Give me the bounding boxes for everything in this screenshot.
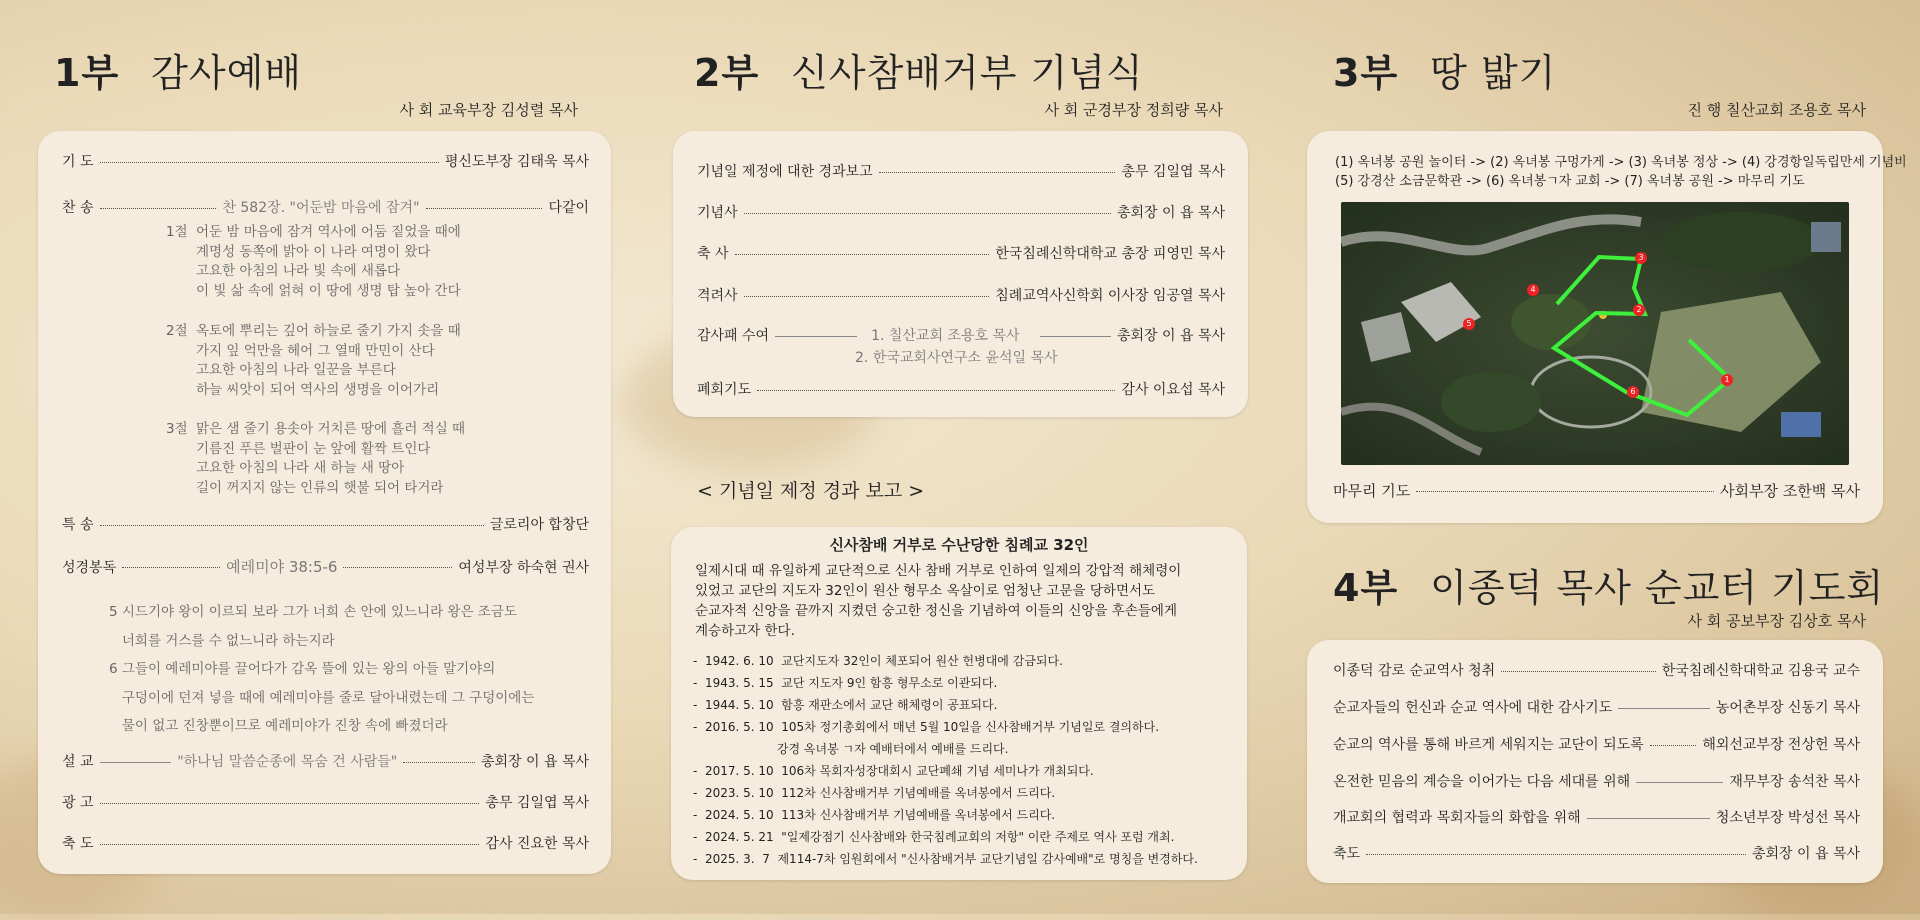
sermon-value: 총회장 이 욥 목사 <box>480 754 590 770</box>
part1-heading <box>54 42 302 97</box>
part4-card <box>1307 640 1883 883</box>
program-row <box>697 243 1225 263</box>
map-marker-1: 1 <box>1721 374 1733 386</box>
hymn-value: 다같이 <box>548 200 590 216</box>
satellite-map-image <box>1341 202 1849 465</box>
blessing-row <box>62 833 589 853</box>
reading-row <box>62 556 589 577</box>
map-marker-3: 3 <box>1635 252 1647 264</box>
part1-title: 감사예배 <box>151 51 302 95</box>
part2-card <box>673 131 1248 417</box>
timeline-entry: - 1942. 6. 10 교단지도자 32인이 체포되어 원산 헌병대에 감금되다. <box>693 654 1063 668</box>
prayer-item-row <box>1333 843 1860 863</box>
timeline-entry: - 2024. 5. 21 "일제강점기 신사참배와 한국침례교회의 저항" 이란 주제로 역사 포럼 개최. <box>693 830 1175 844</box>
timeline-entry: - 1943. 5. 15 교단 지도자 9인 함흥 형무소로 이관되다. <box>693 676 998 690</box>
part1-number: 1부 <box>54 51 120 95</box>
timeline-entry: - 2024. 5. 10 113차 신사참배거부 기념예배를 옥녀봉에서 드리다. <box>693 808 1056 822</box>
prayer-item-label: 온전한 믿음의 계승을 이어가는 다음 세대를 위해 <box>1333 774 1631 790</box>
award-recipient-2: 2. 한국교회사연구소 윤석일 목사 <box>855 350 1058 366</box>
verse-3-lines: 맑은 샘 줄기 용솟아 거치른 땅에 흘러 적실 때 기름진 푸른 벌판이 눈 앞에 활짝 트인다 고요한 아침의 나라 새 하늘 새 땅아 길이 꺼지지 않는 인류의 햇불 되어 타거라 <box>196 421 466 496</box>
verse-1-lines: 어둔 밤 마음에 잠겨 역사에 어둠 짙었을 때에 계명성 동쪽에 밝아 이 나라 여명이 왔다 고요한 아침의 나라 빛 속에 새롭다 이 빛 삶 속에 얽혀 이 땅에 생명 탑 높아 간다 <box>196 224 461 299</box>
timeline-entry: - 2023. 5. 10 112차 신사참배거부 기념예배를 옥녀봉에서 드리다. <box>693 786 1056 800</box>
special-song-label: 특 송 <box>62 517 94 533</box>
prayer-item-row <box>1333 697 1860 717</box>
program-value: 총회장 이 욥 목사 <box>1116 205 1225 221</box>
prayer-item-label: 이종덕 감로 순교역사 청취 <box>1333 663 1496 679</box>
part3-host: 진 행 칠산교회 조용호 목사 <box>1687 101 1866 119</box>
program-label: 기념일 제정에 대한 경과보고 <box>697 164 873 180</box>
notice-value: 총무 김일엽 목사 <box>485 795 589 811</box>
prayer-item-value: 농어촌부장 신동기 목사 <box>1715 700 1860 716</box>
report-title: 신사참배 거부로 수난당한 침례교 32인 <box>829 536 1089 554</box>
part2-number: 2부 <box>694 51 760 95</box>
reading-value: 여성부장 하숙현 권사 <box>458 559 589 576</box>
sermon-title: "하나님 말씀순종에 목숨 건 사람들" <box>177 754 398 770</box>
part4-host: 사 회 공보부장 김상호 목사 <box>1687 612 1866 630</box>
route-line-2: (5) 강경산 소금문학관 -> (6) 옥녀봉ㄱ자 교회 -> (7) 옥녀봉 공원 -> 마무리 기도 <box>1335 174 1805 189</box>
special-song-value: 글로리아 합창단 <box>489 517 589 533</box>
closing-prayer-row <box>1333 480 1860 501</box>
special-song-row <box>62 514 589 534</box>
award-recipient-1: 1. 칠산교회 조용호 목사 <box>871 328 1020 344</box>
prayer-label: 기 도 <box>62 154 94 170</box>
sermon-label: 설 교 <box>62 754 94 770</box>
verse-3-number: 3절 <box>166 421 188 437</box>
prayer-item-value: 해외선교부장 전상헌 목사 <box>1702 737 1860 753</box>
sermon-row <box>62 751 589 771</box>
timeline-entry: 강경 옥녀봉 ㄱ자 예배터에서 예배를 드리다. <box>693 742 1009 756</box>
notice-row <box>62 792 589 812</box>
hymn-title: 찬 582장. "어둔밤 마음에 잠겨" <box>222 200 420 216</box>
timeline-entry: - 1944. 5. 10 함흥 재판소에서 교단 해체령이 공표되다. <box>693 698 998 712</box>
hymn-row <box>62 197 589 217</box>
prayer-item-value: 청소년부장 박성선 목사 <box>1715 810 1860 826</box>
verse-1-number: 1절 <box>166 224 188 240</box>
program-label: 기념사 <box>697 205 738 221</box>
closing-prayer-row <box>697 379 1225 399</box>
prayer-item-label: 순교의 역사를 통해 바르게 세워지는 교단이 되도록 <box>1333 737 1644 753</box>
hymn-label: 찬 송 <box>62 200 94 216</box>
prayer-item-label: 개교회의 협력과 목회자들의 화합을 위해 <box>1333 810 1581 826</box>
notice-label: 광 고 <box>62 795 94 811</box>
part2-title: 신사참배거부 기념식 <box>791 51 1144 95</box>
scripture-text: 5 시드기야 왕이 이르되 보라 그가 너희 손 안에 있느니라 왕은 조금도 너희를 거스를 수 없느니라 하는지라 6 그들이 예레미야를 끌어다가 감옥 뜰에 있는 왕의 아들 말기야의 구덩이에 던져 넣을 때에 예레미야를 줄로 달아내렸는데 그 구덩이에는 물이 없고 진창뿐이므로 예레미야가 진창 속에 빠졌더라 <box>109 604 535 734</box>
program-row <box>697 202 1225 222</box>
report-intro: 일제시대 때 유일하게 교단적으로 신사 참배 거부로 인하여 일제의 강압적 해체령이 있었고 교단의 지도자 32인이 원산 형무소 옥살이로 엄청난 고문을 당하면서도 순교자적 신앙을 끝까지 지켰던 숭고한 정신을 기념하여 이들의 신앙을 후손들에게 계승하고자 한다. <box>695 563 1182 639</box>
prayer-value: 평신도부장 김태욱 목사 <box>444 154 589 170</box>
program-value: 총무 김일엽 목사 <box>1121 164 1225 180</box>
award-value: 총회장 이 욥 목사 <box>1116 328 1225 344</box>
report-card <box>671 527 1247 880</box>
reading-label: 성경봉독 <box>62 559 117 576</box>
map-marker-2: 2 <box>1633 304 1645 316</box>
award-label: 감사패 수여 <box>697 328 770 344</box>
part4-title: 이종덕 목사 순교터 기도회 <box>1430 566 1885 610</box>
blessing-value: 감사 진요한 목사 <box>485 836 589 852</box>
closing-prayer-label: 폐회기도 <box>697 382 752 398</box>
part3-title: 땅 밟기 <box>1430 51 1557 95</box>
reading-passage: 예레미야 38:5-6 <box>226 558 338 576</box>
program-row <box>697 161 1225 181</box>
award-row <box>697 325 1225 345</box>
prayer-item-row <box>1333 771 1860 791</box>
part1-card <box>38 131 611 874</box>
map-marker-5: 5 <box>1463 318 1475 330</box>
blessing-label: 축 도 <box>62 836 94 852</box>
part3-number: 3부 <box>1333 51 1399 95</box>
part3-heading <box>1333 42 1556 97</box>
prayer-item-row <box>1333 807 1860 827</box>
map-marker-6: 6 <box>1627 386 1639 398</box>
program-row <box>697 285 1225 305</box>
program-value: 한국침례신학대학교 총장 피영민 목사 <box>995 246 1225 262</box>
walking-route-map <box>1341 202 1849 465</box>
part4-number: 4부 <box>1333 566 1399 610</box>
part1-host: 사 회 교육부장 김성렬 목사 <box>399 101 578 119</box>
closing-prayer-value: 감사 이요섭 목사 <box>1121 382 1225 398</box>
closing-prayer-value: 사회부장 조한백 목사 <box>1720 482 1860 500</box>
timeline-entry: - 2017. 5. 10 106차 목회자성장대회시 교단폐쇄 기념 세미나가 개최되다. <box>693 764 1094 778</box>
verse-2-lines: 옥토에 뿌리는 깊어 하늘로 줄기 가지 솟을 때 가지 잎 억만을 헤어 그 열매 만민이 산다 고요한 아침의 나라 일꾼을 부른다 하늘 씨앗이 되어 역사의 생명을 이어가리 <box>196 323 461 398</box>
prayer-item-value: 재무부장 송석찬 목사 <box>1729 774 1860 790</box>
part2-heading <box>694 42 1144 97</box>
prayer-item-label: 순교자들의 헌신과 순교 역사에 대한 감사기도 <box>1333 700 1613 716</box>
prayer-row <box>62 151 589 171</box>
prayer-item-value: 한국침례신학대학교 김용국 교수 <box>1661 663 1860 679</box>
report-timeline <box>693 650 1198 870</box>
route-line-1: (1) 옥녀봉 공원 놀이터 -> (2) 옥녀봉 구멍가게 -> (3) 옥녀봉 정상 -> (4) 강경항일독립만세 기념비 <box>1335 155 1907 170</box>
program-label: 축 사 <box>697 246 729 262</box>
timeline-entry: - 2025. 3. 7 제114-7차 임원회에서 "신사참배거부 교단기념일 감사예배"로 명칭을 변경하다. <box>693 852 1198 866</box>
map-marker-4: 4 <box>1527 284 1539 296</box>
part4-heading <box>1333 557 1884 612</box>
program-value: 침례교역사신학회 이사장 임공열 목사 <box>995 288 1225 304</box>
closing-prayer-label: 마무리 기도 <box>1333 482 1411 500</box>
program-label: 격려사 <box>697 288 738 304</box>
part2-host: 사 회 군경부장 정희량 목사 <box>1044 101 1223 119</box>
prayer-item-value: 총회장 이 욥 목사 <box>1751 846 1860 862</box>
timeline-entry: - 2016. 5. 10 105차 정기총회에서 매년 5월 10일을 신사참배거부 기념일로 결의하다. <box>693 720 1160 734</box>
prayer-item-label: 축도 <box>1333 846 1361 862</box>
part3-card <box>1307 131 1907 523</box>
report-heading: < 기념일 제정 경과 보고 > <box>697 480 925 502</box>
prayer-item-row <box>1333 734 1860 754</box>
verse-2-number: 2절 <box>166 323 188 339</box>
prayer-item-row <box>1333 660 1860 680</box>
